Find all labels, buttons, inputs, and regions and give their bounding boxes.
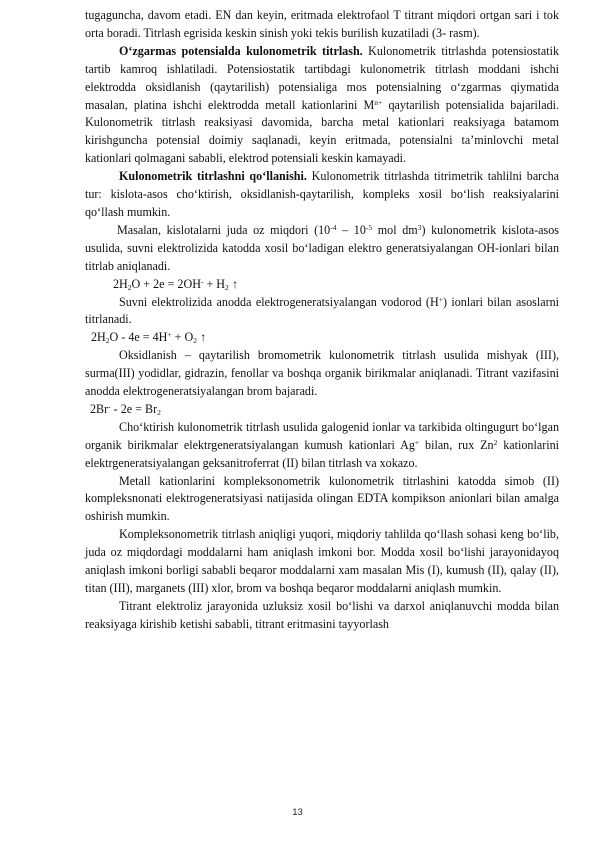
- equation-text: 2Br: [90, 401, 109, 416]
- paragraph-text: – 10: [336, 222, 366, 237]
- equation-bromine: [85, 401, 559, 419]
- paragraph-text: tugaguncha, davom etadi. EN dan keyin, eritmada elektrofaol T titrant miqdori ortgan sari i tok orta boradi. Titrlash egrisida keskin sinish yoki tekis burilish kuzatiladi (3- rasm).: [85, 8, 559, 40]
- paragraph-constant-potential: [85, 43, 559, 168]
- paragraph-text: bilan, rux Zn: [419, 437, 494, 452]
- paragraph-accuracy: [85, 526, 559, 598]
- paragraph-precipitation: [85, 419, 559, 473]
- paragraph-text: Titrant elektroliz jarayonida uzluksiz xosil bo‘lishi va darxol aniqlanuvchi modda bilan reaksiyaga kirishib ketishi sababli, titrant eritmasini tayyorlash: [85, 598, 559, 631]
- page-content: [85, 7, 559, 634]
- equation-text: 2H: [91, 330, 106, 345]
- paragraph-text: Masalan, kislotalarni juda oz miqdori (10: [117, 222, 331, 237]
- paragraph-titrant: [85, 598, 559, 634]
- paragraph-bromometric: [85, 347, 559, 401]
- superscript: -: [200, 276, 204, 286]
- equation-text: 2H: [113, 276, 128, 291]
- paragraph-text: Suvni elektrolizida anodda elektrogeneratsiyalangan vodorod (H: [119, 294, 439, 309]
- superscript: 2: [493, 437, 498, 447]
- superscript: +: [438, 294, 443, 304]
- equation-text: ↑: [197, 330, 207, 345]
- page-number: 13: [292, 807, 303, 818]
- paragraph-text: ) kulonometrik kislota-asos usulida, suvni elektrolizida katodda xosil bo‘ladigan elektro generatsiyalangan OH-ionlari bilan titrlab aniqlanadi.: [85, 222, 559, 273]
- paragraph-text: ) ionlari bilan asoslarni titrlanadi.: [85, 294, 559, 327]
- paragraph-text: qaytarilish potensialida bajariladi. Kulonometrik titrlash reaksiyasi davomida, barcha metal kationlari reaksiyaga batamom kirishguncha potensial doimiy saqlanadi, keyin eritmada, potensialni ta’minlovchi metal kationlari qolmagani sababli, elektrod potensiali keskin kamayadi.: [85, 97, 559, 166]
- superscript: -: [108, 401, 111, 411]
- paragraph-text: Kulonometrik titrlashda potensiostatik tartib kamroq ishlatiladi. Potensiostatik tartibdagi kulonometrik titrlash moddani ishchi elektrodda oksidlanish (qaytarilish) potensialiga mos potensialning o‘zgarmas qiymatida masalan, platina ishchi elektrodda metall kationlarini M: [85, 43, 559, 112]
- subscript: 2: [157, 407, 161, 417]
- superscript: +: [414, 437, 420, 447]
- subscript: 2: [225, 282, 229, 292]
- equation-text: - 2e = Br: [110, 401, 158, 416]
- paragraph-text: Kulonometrik titrlashda titrimetrik tahlilni barcha tur: kislota-asos cho‘ktirish, oksidlanish-qaytarilish, kompleks xosil bo‘lish reaksiyalarini qo‘llash mumkin.: [85, 169, 559, 219]
- superscript: -4: [330, 222, 337, 232]
- paragraph-curve: [85, 7, 559, 43]
- paragraph-complexometric: [85, 473, 559, 527]
- paragraph-text: Oksidlanish – qaytarilish bromometrik kulonometrik titrlash usulida mishyak (III), surma(III) yodidlar, gidrazin, fenollar va boshqa organik birikmalar aniqlanadi. Titrant vazifasini anodda elektrogeneratsiyalangan brom bajaradi.: [85, 348, 559, 399]
- equation-text: O - 4e = 4H: [109, 330, 168, 345]
- section-heading: Kulonometrik titrlashni qo‘llanishi.: [119, 169, 307, 184]
- equation-text: O + 2e = 2OH: [131, 276, 201, 291]
- paragraph-text: mol dm: [372, 222, 418, 237]
- subscript: 2: [193, 336, 197, 346]
- superscript: -5: [365, 222, 373, 232]
- paragraph-applications: [85, 168, 559, 222]
- equation-text: ↑: [228, 276, 238, 291]
- paragraph-anode-hydrogen: [85, 294, 559, 330]
- equation-cathode: [85, 276, 559, 294]
- equation-anode: [85, 329, 559, 347]
- paragraph-text: Kompleksonometrik titrlash aniqligi yuqori, miqdoriy tahlilda qo‘llash sohasi keng bo‘lib, juda oz miqdordagi moddalarni ham aniqlash imkoni bor. Modda xosil bo‘lishi jarayonidayoq aniqlash imkoni borligi sababli beqaror moddalarni xam masalan Mis (I), kumush (II), qalay (II), titan (III), marganets (III) xlor, brom va boshqa beqaror moddalarni aniqlash mumkin.: [85, 527, 559, 595]
- superscript: n+: [374, 97, 383, 107]
- paragraph-acid-base: [85, 222, 559, 276]
- superscript: +: [167, 330, 172, 340]
- paragraph-text: Metall kationlarini kompleksonometrik kulonometrik titrlashini katodda simob (II) kompleksnonati elektrogeneratsiyasi natijasida olingan EDTA kompikson anionlari bilan amalga oshirish mumkin.: [85, 473, 559, 524]
- subscript: 2: [105, 336, 110, 346]
- section-heading: O‘zgarmas potensialda kulonometrik titrlash.: [119, 43, 363, 58]
- equation-text: + O: [171, 330, 194, 345]
- equation-text: + H: [203, 276, 226, 291]
- subscript: 2: [127, 282, 132, 292]
- paragraph-text: Cho‘ktirish kulonometrik titrlash usulida galogenid ionlar va tarkibida oltingugurt bo‘lgan organik birikmalar elektrgeneratsiyalangan kumush kationlari Ag: [85, 419, 559, 452]
- superscript: 3: [417, 222, 422, 232]
- paragraph-text: kationlarini elektrgeneratsiyalangan geksanitroferrat (II) bilan titrlash va xokazo.: [85, 437, 559, 470]
